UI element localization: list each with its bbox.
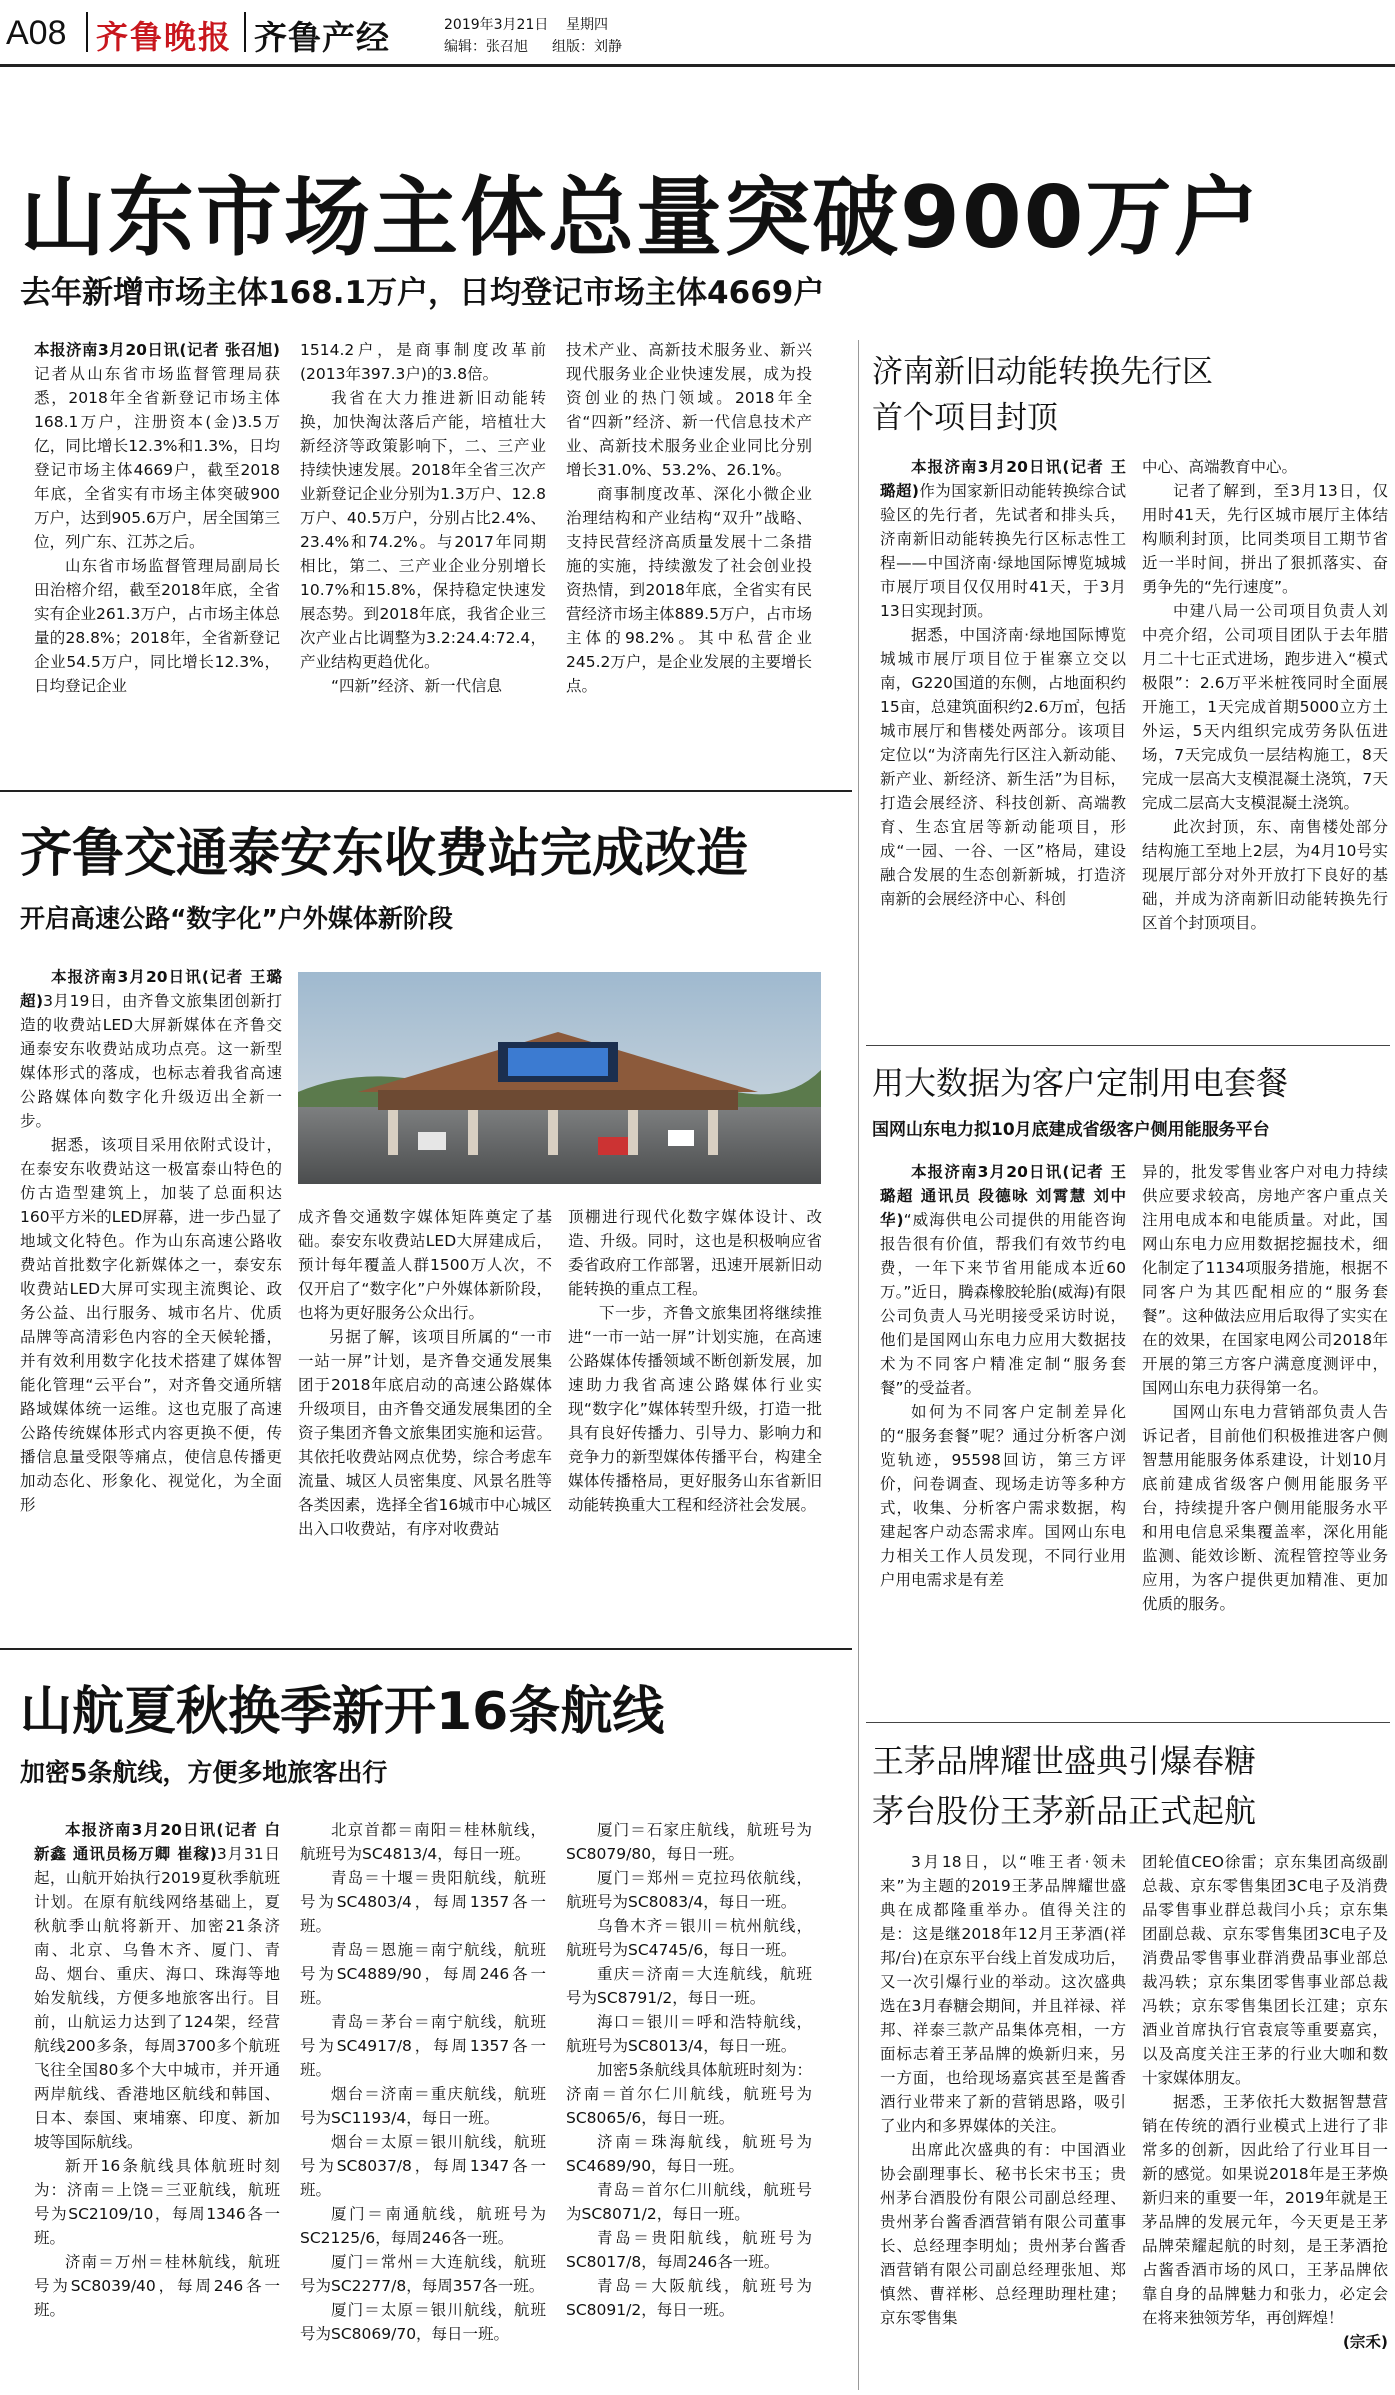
airline-paragraph-1: 3月31日起，山航开始执行2019夏秋季航班计划。在原有航线网络基础上，夏秋航季山航将新开、加密21条济南、北京、乌鲁木齐、厦门、青岛、烟台、重庆、海口、珠海等地始发航线，方便多地旅客出行。目前，山航运力达到了124架，经营航线200多条，每周3700多个航班飞往全国80多个大中城市，并开通两岸航线、香港地区航线和韩国、日本、泰国、柬埔寨、印度、新加坡等国际航线。 [34,1845,280,2151]
lead-column-1 [34,338,280,768]
maotai-paragraph-3: 团轮值CEO徐雷；京东集团高级副总裁、京东零售集团3C电子及消费品零售事业群总裁闫小兵；京东集团副总裁、京东零售集团3C电子及消费品零售事业群消费品事业部总裁冯轶；京东集团零售事业部总裁冯轶；京东零售集团长江建；京东酒业首席执行官袁宸等重要嘉宾，以及高度关注王茅的行业大咖和数十家媒体朋友。 [1142,1853,1388,2087]
route-item: 海口＝银川＝呼和浩特航线，航班号为SC8013/4，每日一班。 [566,2013,812,2055]
masthead [0,0,1395,62]
jinan-column-1 [880,455,1126,1035]
power-paragraph-4: 国网山东电力营销部负责人告诉记者，目前他们积极推进客户侧智慧用能服务体系建设，计划10月底前建成省级客户侧用能服务平台，持续提升客户侧用能服务水平和用电信息采集覆盖率，深化用能监测、能效诊断、流程管控等业务应用，为客户提供更加精准、更加优质的服务。 [1142,1403,1388,1613]
traffic-column-2 [298,1205,552,1635]
lead-subhead: 去年新增市场主体168.1万户，日均登记市场主体4669户 [20,275,825,311]
jinan-paragraph-5: 中建八局一公司项目负责人刘中亮介绍，公司项目团队于去年腊月二十七正式进场，跑步进入“模式极限”：2.6万平米桩筏同时全面展开施工，1天完成首期5000立方土外运，5天内组织完成劳务队伍进场，7天完成负一层结构施工，8天完成一层高大支模混凝土浇筑，7天完成二层高大支模混凝土浇筑。 [1142,602,1388,812]
route-item: 北京首都＝南阳＝桂林航线，航班号为SC4813/4，每日一班。 [300,1821,546,1863]
lead-bottom-rule [0,790,852,792]
power-column-1 [880,1160,1126,1715]
power-dateline: 本报济南3月20日讯(记者 王璐超 通讯员 段德咏 刘霄慧 刘中华) [880,1163,1126,1229]
jinan-dateline: 本报济南3月20日讯(记者 王璐超) [880,458,1126,500]
issue-date: 2019年3月21日 [444,17,549,33]
layout-credit: 组版：刘静 [552,39,622,55]
route-item: 烟台＝太原＝银川航线，航班号为SC8037/8，每周1347各一班。 [300,2133,546,2199]
maotai-paragraph-2: 出席此次盛典的有：中国酒业协会副理事长、秘书长宋书玉；贵州茅台酒股份有限公司副总经理、贵州茅台酱香酒营销有限公司董事长、总经理李明灿；贵州茅台酱香酒营销有限公司副总经理张旭、郑慎然、曹祥彬、总经理助理杜建；京东零售集 [880,2141,1126,2327]
jinan-paragraph-3: 中心、高端教育中心。 [1142,458,1298,476]
jinan-paragraph-2: 据悉，中国济南·绿地国际博览城城市展厅项目位于崔寨立交以南，G220国道的东侧，占地面积约15亩，总建筑面积约2.6万㎡，包括城市展厅和售楼处两部分。该项目定位以“为济南先行区注入新动能、新产业、新经济、新生活”为目标，打造会展经济、科技创新、高端教育、生态宜居等新动能项目，形成“一园、一谷、一区”格局，建设融合发展的生态创新新城，打造济南新的会展经济中心、科创 [880,626,1126,908]
traffic-bottom-rule [0,1648,852,1650]
traffic-headline: 齐鲁交通泰安东收费站完成改造 [20,824,749,884]
route-item: 厦门＝石家庄航线，航班号为SC8079/80，每日一班。 [566,1821,812,1863]
power-subhead: 国网山东电力拟10月底建成省级客户侧用能服务平台 [872,1120,1270,1140]
maotai-author: (宗禾) [1342,2333,1388,2351]
traffic-column-3 [568,1205,822,1635]
traffic-dateline: 本报济南3月20日讯(记者 王璐超) [20,968,282,1010]
jinan-column-2 [1142,455,1388,1035]
traffic-subhead: 开启高速公路“数字化”户外媒体新阶段 [20,904,453,933]
jinan-headline-2: 首个项目封顶 [872,400,1058,436]
traffic-paragraph-4: 另据了解，该项目所属的“一市一站一屏”计划，是齐鲁交通发展集团于2018年底启动的高速公路媒体升级项目，由齐鲁交通发展集团的全资子集团齐鲁文旅集团实施和运营。其依托收费站网点优势，综合考虑车流量、城区人员密集度、风景名胜等各类因素，选择全省16城市中心城区出入口收费站，有序对收费站 [298,1328,552,1538]
maotai-column-1 [880,1850,1126,2390]
traffic-paragraph-3: 成齐鲁交通数字媒体矩阵奠定了基础。泰安东收费站LED大屏建成后，预计每年覆盖人群1500万人次，不仅开启了“数字化”户外媒体新阶段，也将为更好服务公众出行。 [298,1208,552,1322]
lead-headline: 山东市场主体总量突破900万户 [20,168,1262,268]
masthead-divider-2 [244,12,246,52]
masthead-divider [86,12,88,52]
route-item: 青岛＝首尔仁川航线，航班号为SC8071/2，每日一班。 [566,2181,812,2223]
editor-credit: 编辑：张召旭 [444,39,528,55]
masthead-rule [0,64,1395,67]
traffic-paragraph-2: 据悉，该项目采用依附式设计，在泰安东收费站这一极富泰山特色的仿古造型建筑上，加装了总面积达160平方米的LED屏幕，进一步凸显了地域文化特色。作为山东高速公路收费站首批数字化新媒体之一，泰安东收费站LED大屏可实现主流舆论、政务公益、出行服务、城市名片、优质品牌等高清彩色内容的全天候轮播，并有效利用数字化技术搭建了媒体智能化管理“云平台”，对齐鲁交通所辖路域媒体统一运维。这也克服了高速公路传统媒体形式内容更换不便，传播信息量受限等痛点，使信息传播更加动态化、形象化、视觉化，为全面形 [20,1136,282,1514]
power-paragraph-1: “威海供电公司提供的用能咨询报告很有价值，帮我们有效节约电费，一年下来节省用能成本近60万。”近日，腾森橡胶轮胎(威海)有限公司负责人马光明接受采访时说，他们是国网山东电力应用大数据技术为不同客户精准定制“服务套餐”的受益者。 [880,1211,1126,1397]
power-paragraph-3: 异的，批发零售业客户对电力持续供应要求较高，房地产客户重点关注用电成本和电能质量。对此，国网山东电力应用数据挖掘技术，细化制定了1134项服务措施，根据不同客户为其匹配相应的“服务套餐”。这种做法应用后取得了实实在在的效果，在国家电网公司2018年开展的第三方客户满意度测评中，国网山东电力获得第一名。 [1142,1163,1388,1397]
lead-dateline: 本报济南3月20日讯(记者 张召旭) [34,341,280,359]
traffic-paragraph-6: 下一步，齐鲁文旅集团将继续推进“一市一站一屏”计划实施，在高速公路媒体传播领域不断创新发展，加速助力我省高速公路媒体行业实现“数字化”媒体转型升级，打造一批具有良好传播力、引导力、影响力和竞争力的新型媒体传播平台，构建全媒体传播格局，更好服务山东省新旧动能转换重大工程和经济社会发展。 [568,1304,822,1514]
route-item: 青岛＝贵阳航线，航班号为SC8017/8，每周246各一班。 [566,2229,812,2271]
maotai-paragraph-1: 3月18日，以“唯王者·领未来”为主题的2019王茅品牌耀世盛典在成都隆重举办。值得关注的是：这是继2018年12月王茅酒(祥邦/台)在京东平台线上首发成功后，又一次引爆行业的举动。这次盛典选在3月春糖会期间，并且祥禄、祥邦、祥泰三款产品集体亮相，一方面标志着王茅品牌的焕新归来，另一方面，也给现场嘉宾甚至是酱香酒行业带来了新的营销思路，吸引了业内和多界媒体的关注。 [880,1853,1126,2135]
lead-paragraph-5: “四新”经济、新一代信息 [331,677,503,695]
lead-column-3 [566,338,812,768]
route-item: 烟台＝济南＝重庆航线，航班号为SC1193/4，每日一班。 [300,2085,546,2127]
jinan-bottom-rule [866,1045,1390,1046]
power-paragraph-2: 如何为不同客户定制差异化的“服务套餐”呢？通过分析客户浏览轨迹，95598回访，第三方评价，问卷调查、现场走访等多种方式，收集、分析客户需求数据，构建起客户动态需求库。国网山东电力相关工作人员发现，不同行业用户用电需求是有差 [880,1403,1126,1589]
airline-column-3 [566,1818,812,2388]
maotai-headline-2: 茅台股份王茅新品正式起航 [872,1792,1257,1830]
airline-dateline: 本报济南3月20日讯(记者 白新鑫 通讯员杨万卿 崔稼) [34,1821,280,1863]
route-item: 济南＝珠海航线，航班号为SC4689/90，每日一班。 [566,2133,812,2175]
maotai-paragraph-4: 据悉，王茅依托大数据智慧营销在传统的酒行业模式上进行了非常多的创新，因此给了行业耳目一新的感觉。如果说2018年是王茅焕新归来的重要一年，2019年就是王茅品牌的发展元年，今天更是王茅品牌荣耀起航的时刻，是王茅酒抢占酱香酒市场的风口，王茅品牌依靠自身的品牌魅力和张力，必定会在将来独领芳华，再创辉煌！ [1142,2093,1388,2327]
traffic-column-1 [20,965,282,1630]
airline-column-2 [300,1818,546,2388]
route-item: 厦门＝南通航线，航班号为SC2125/6，每周246各一班。 [300,2205,546,2247]
route-item: 厦门＝郑州＝克拉玛依航线，航班号为SC8083/4，每日一班。 [566,1869,812,1911]
page-number: A08 [6,14,67,52]
traffic-paragraph-5: 顶棚进行现代化数字媒体设计、改造、升级。同时，这也是积极响应省委省政府工作部署，迅速开展新旧动能转换的重点工程。 [568,1208,822,1298]
route-item: 青岛＝恩施＝南宁航线，航班号为SC4889/90，每周246各一班。 [300,1941,546,2007]
airline-headline: 山航夏秋换季新开16条航线 [20,1682,665,1742]
lead-paragraph-6: 技术产业、高新技术服务业、新兴现代服务业企业快速发展，成为投资创业的热门领域。2018年全省“四新”经济、新一代信息技术产业、高新技术服务业企业同比分别增长31.0%、53.2%、26.1%。 [566,341,812,479]
airline-subhead: 加密5条航线，方便多地旅客出行 [20,1758,388,1787]
airline-column-1 [34,1818,280,2388]
route-item: 厦门＝太原＝银川航线，航班号为SC8069/70，每日一班。 [300,2301,546,2343]
toll-station-photo [298,972,821,1184]
traffic-paragraph-1: 3月19日，由齐鲁文旅集团创新打造的收费站LED大屏新媒体在齐鲁交通泰安东收费站成功点亮。这一新型媒体形式的落成，也标志着我省高速公路媒体向数字化升级迈出全新一步。 [20,992,282,1130]
power-bottom-rule [866,1722,1390,1723]
issue-weekday: 星期四 [566,17,608,33]
jinan-paragraph-4: 记者了解到，至3月13日，仅用时41天，先行区城市展厅主体结构顺利封顶，比同类项目工期节省近一半时间，拼出了狠抓落实、奋勇争先的“先行速度”。 [1142,482,1388,596]
airline-paragraph-2: 新开16条航线具体航班时刻为：济南＝上饶＝三亚航线，航班号为SC2109/10，每周1346各一班。 [34,2157,280,2247]
maotai-column-2 [1142,1850,1388,2390]
lead-column-2 [300,338,546,768]
route-item: 乌鲁木齐＝银川＝杭州航线，航班号为SC4745/6，每日一班。 [566,1917,812,1959]
route-item: 青岛＝大阪航线，航班号为SC8091/2，每日一班。 [566,2277,812,2319]
power-headline: 用大数据为客户定制用电套餐 [872,1064,1289,1102]
jinan-paragraph-1: 作为国家新旧动能转换综合试验区的先行者，先试者和排头兵，济南新旧动能转换先行区标志性工程——中国济南·绿地国际博览城城市展厅项目仅仅用时41天，于3月13日实现封顶。 [880,482,1126,620]
route-item: 重庆＝济南＝大连航线，航班号为SC8791/2，每日一班。 [566,1965,812,2007]
column-divider-right [858,340,859,2390]
lead-paragraph-4: 我省在大力推进新旧动能转换，加快淘汰落后产能，培植壮大新经济等政策影响下，二、三产业持续快速发展。2018年全省三次产业新登记企业分别为1.3万户、12.8万户、40.5万户，分别占比2.4%、23.4%和74.2%。与2017年同期相比，第二、三产业企业分别增长10.7%和15.8%，保持稳定快速发展态势。到2018年底，我省企业三次产业占比调整为3.2:24.4:72.4，产业结构更趋优化。 [300,389,546,671]
route-item: 青岛＝十堰＝贵阳航线，航班号为SC4803/4，每周1357各一班。 [300,1869,546,1935]
jinan-headline-1: 济南新旧动能转换先行区 [872,354,1213,390]
airline-paragraph-3: 济南＝万州＝桂林航线，航班号为SC8039/40，每周246各一班。 [34,2253,280,2319]
lead-paragraph-2: 山东省市场监督管理局副局长田治榕介绍，截至2018年底，全省实有企业261.3万户，占市场主体总量的28.8%；2018年，全省新登记企业54.5万户，同比增长12.3%，日均登记企业 [34,557,280,695]
section-title: 齐鲁产经 [254,18,390,57]
route-item: 青岛＝茅台＝南宁航线，航班号为SC4917/8，每周1357各一班。 [300,2013,546,2079]
lead-paragraph-7: 商事制度改革、深化小微企业治理结构和产业结构“双升”战略、支持民营经济高质量发展十二条措施的实施，持续激发了社会创业投资热情，到2018年底，全省实有民营经济市场主体889.5万户，占市场主体的98.2%。其中私营企业245.2万户，是企业发展的主要增长点。 [566,485,812,695]
jinan-paragraph-6: 此次封顶，东、南售楼处部分结构施工至地上2层，为4月10号实现展厅部分对外开放打下良好的基础，并成为济南新旧动能转换先行区首个封顶项目。 [1142,818,1388,932]
paper-logo: 齐鲁晚报 [96,18,233,56]
lead-paragraph-1: 记者从山东省市场监督管理局获悉，2018年全省新登记市场主体168.1万户，注册资本(金)3.5万亿，同比增长12.3%和1.3%，日均登记市场主体4669户，截至2018年底，全省实有市场主体突破900万户，达到905.6万户，居全国第三位，列广东、江苏之后。 [34,365,280,551]
lead-paragraph-3: 1514.2户，是商事制度改革前(2013年397.3户)的3.8倍。 [300,341,546,383]
route-item: 加密5条航线具体航班时刻为：济南＝首尔仁川航线，航班号为SC8065/6，每日一班。 [566,2061,812,2127]
power-column-2 [1142,1160,1388,1715]
route-item: 厦门＝常州＝大连航线，航班号为SC2277/8，每周357各一班。 [300,2253,546,2295]
maotai-headline-1: 王茅品牌耀世盛典引爆春糖 [872,1742,1257,1780]
